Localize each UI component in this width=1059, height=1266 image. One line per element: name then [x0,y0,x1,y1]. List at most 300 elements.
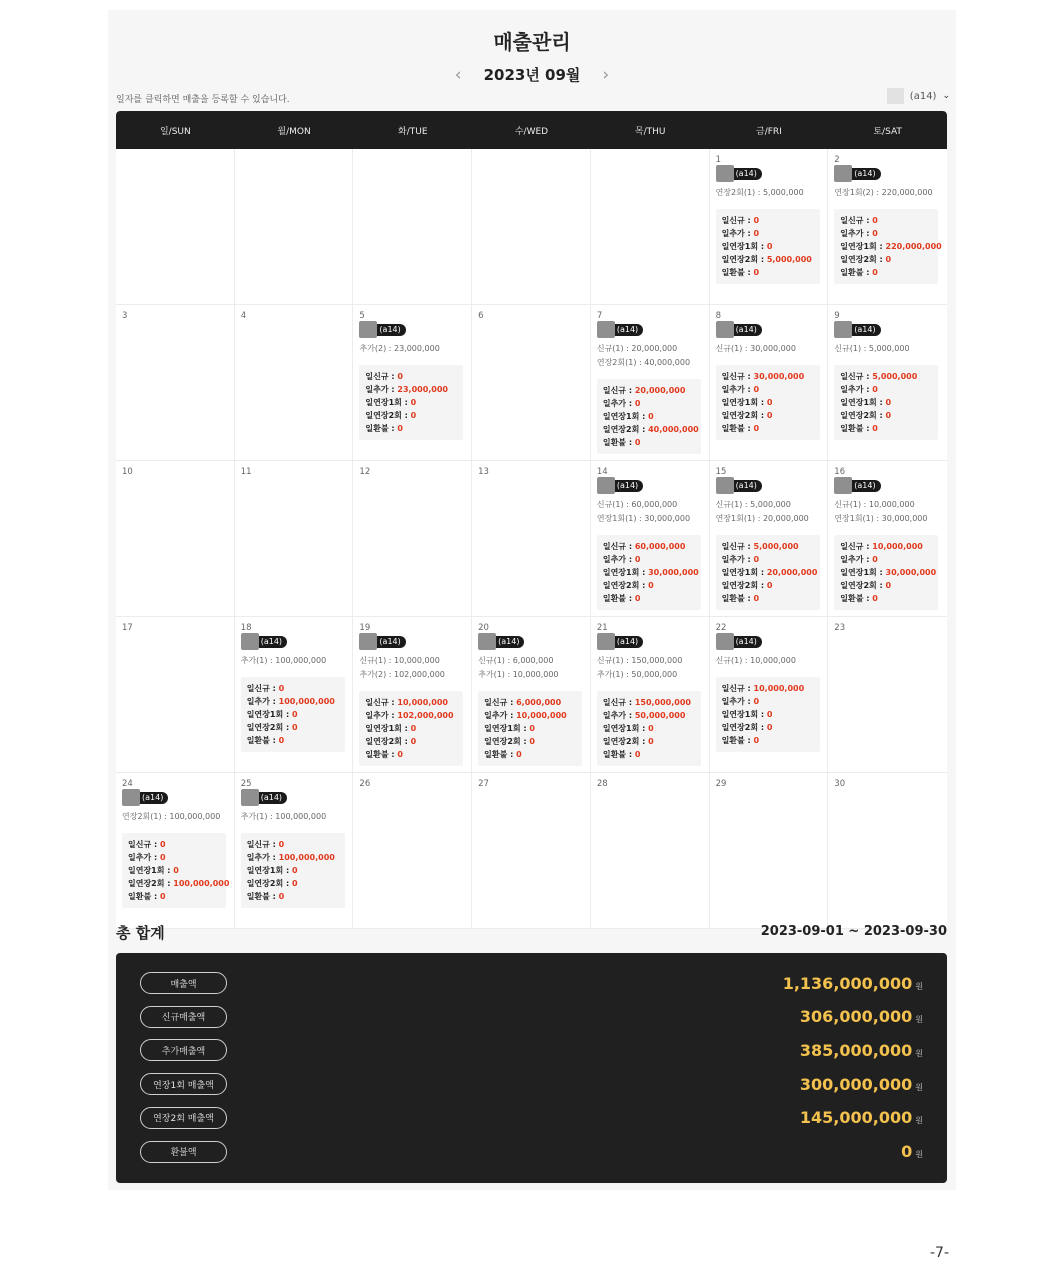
branch-badge [834,324,880,336]
daily-summary-row [603,553,695,566]
daily-summary-value: 5,000,000 [766,254,812,264]
totals-row [140,1038,923,1062]
branch-badge [241,792,287,804]
daily-summary-row [247,695,339,708]
calendar-day-cell[interactable] [591,773,710,929]
daily-summary-value: 0 [753,554,760,564]
calendar-empty-cell [472,149,591,305]
daily-summary-label: 일환불 : [602,593,635,603]
daily-summary-row [484,735,576,748]
sales-entry-line: 연장1회(2) : 220,000,000 [834,187,933,197]
daily-summary-row [365,709,457,722]
daily-summary-value: 0 [872,593,878,603]
daily-summary-value: 0 [753,228,760,238]
daily-summary-row [840,266,932,279]
daily-summary-row [840,370,932,383]
totals-amount [901,1142,923,1161]
sales-entry-line: 연장1회(1) : 30,000,000 [834,513,928,523]
daily-summary-value: 0 [634,749,641,759]
daily-summary-row [128,864,220,877]
daily-summary-label: 일연장2회 : [721,410,767,420]
daily-summary-label: 일연장1회 : [246,865,292,875]
daily-summary-row [603,592,695,605]
branch-badge [716,480,762,492]
daily-summary-value: 0 [885,580,892,590]
daily-summary-box [478,691,582,766]
daily-summary-label: 일환불 : [128,891,160,901]
daily-summary-label: 일환불 : [365,749,398,759]
daily-summary-label: 일연장1회 : [365,723,411,733]
daily-summary-label: 일연장2회 : [128,878,174,888]
daily-summary-value: 0 [766,241,773,251]
daily-summary-value: 0 [872,554,878,564]
daily-summary-label: 일연장2회 : [721,580,767,590]
daily-summary-row [484,722,576,735]
branch-badge [597,636,643,648]
prev-month-chevron-left-icon[interactable]: ‹ [454,64,462,85]
daily-summary-label: 일신규 : [602,697,635,707]
daily-summary-row [365,383,457,396]
branch-badge [122,792,168,804]
daily-summary-label: 일추가 : [246,696,279,706]
daily-summary-label: 일연장2회 : [721,722,767,732]
daily-summary-row [722,266,814,279]
daily-summary-label: 일연장2회 : [246,722,292,732]
daily-summary-label: 일환불 : [365,423,398,433]
totals-amount-unit: 원 [915,1015,923,1025]
daily-summary-row [484,709,576,722]
page-title: 매출관리 [493,30,571,54]
branch-badge-text: (a14) [735,637,757,646]
daily-summary-row [722,721,814,734]
daily-summary-label: 일신규 : [840,541,873,551]
calendar-day-cell[interactable] [353,617,472,773]
daily-summary-row [722,695,814,708]
daily-summary-box [716,535,820,610]
day-number: 17 [122,623,133,633]
daily-summary-value: 10,000,000 [516,710,567,720]
daily-summary-label: 일추가 : [602,710,635,720]
totals-amount-unit: 원 [915,1048,923,1058]
daily-summary-value: 0 [885,397,892,407]
day-number: 10 [122,467,133,477]
daily-summary-value: 0 [766,410,773,420]
daily-summary-label: 일연장1회 : [246,709,292,719]
daily-summary-row [840,396,932,409]
day-number: 29 [715,779,727,789]
calendar-empty-cell [235,149,354,305]
day-number: 28 [596,779,608,789]
chevron-down-icon: ⌄ [942,91,950,101]
daily-summary-row [247,890,339,903]
daily-summary-value: 0 [634,437,641,447]
totals-row [140,1005,923,1029]
daily-summary-value: 0 [410,397,417,407]
daily-summary-label: 일환불 : [721,423,754,433]
weekday-label: 토/SAT [873,126,902,137]
daily-summary-label: 일연장1회 : [721,709,767,719]
branch-badge [716,636,762,648]
branch-select-value: (a14) [909,90,937,102]
calendar-day-cell[interactable] [828,617,947,773]
calendar-day-cell[interactable] [472,461,591,617]
daily-summary-value: 0 [529,723,535,733]
daily-summary-value: 50,000,000 [634,710,686,720]
sales-entry-line: 신규(1) : 150,000,000 [596,655,683,665]
daily-summary-label: 일연장2회 : [840,254,886,264]
daily-summary-label: 일환불 : [840,593,873,603]
daily-summary-row [247,734,339,747]
calendar-empty-cell [591,149,710,305]
daily-summary-value: 30,000,000 [753,371,805,381]
daily-summary-value: 0 [872,423,878,433]
totals-amount-value: 1,136,000,000 [782,973,913,993]
calendar-day-cell[interactable] [710,305,829,461]
weekday-label: 금/FRI [756,126,782,137]
day-number: 5 [359,311,365,321]
daily-summary-label: 일연장2회 : [484,736,530,746]
sales-entry-line: 신규(1) : 20,000,000 [596,343,678,353]
daily-summary-label: 일신규 : [840,215,873,225]
sales-entry-line: 연장1회(1) : 20,000,000 [715,513,809,523]
daily-summary-row [722,579,814,592]
branch-name-mask [716,477,734,494]
totals-amount-unit: 원 [915,1150,923,1159]
day-number: 24 [122,779,133,789]
sales-entry-line: 추가(2) : 23,000,000 [359,343,440,353]
branch-name-mask [122,789,140,806]
branch-badge-text: (a14) [616,637,639,646]
totals-amount-value: 0 [901,1142,913,1161]
totals-category-button[interactable]: 연장1회 매출액 [140,1073,227,1095]
daily-summary-row [128,877,230,890]
sales-entry-line: 연장2회(1) : 5,000,000 [715,187,804,197]
daily-summary-row [247,682,339,695]
branch-name-mask [478,633,496,650]
daily-summary-box [359,691,463,766]
daily-summary-row [840,253,932,266]
calendar-day-cell[interactable] [235,617,354,773]
daily-summary-label: 일추가 : [840,228,873,238]
daily-summary-row [722,240,814,253]
totals-category-button[interactable]: 추가매출액 [140,1039,227,1061]
calendar-empty-cell [116,149,235,305]
calendar-day-cell[interactable] [116,305,235,461]
sales-entry-line: 추가(1) : 100,000,000 [240,655,327,665]
calendar-day-cell[interactable] [591,617,710,773]
daily-summary-row [603,709,695,722]
totals-row [140,1072,923,1096]
daily-summary-box [834,365,938,440]
daily-summary-row [603,384,695,397]
day-number: 2 [834,155,840,165]
totals-amount [800,1041,923,1060]
branch-name-mask [834,477,852,494]
daily-summary-row [722,553,814,566]
daily-summary-value: 0 [278,891,285,901]
calendar-day-cell[interactable] [828,149,947,305]
totals-panel [116,953,947,1183]
calendar-day-cell[interactable] [353,461,472,617]
branch-badge [716,324,762,336]
daily-summary-value: 0 [397,423,403,433]
calendar-day-cell[interactable] [472,773,591,929]
daily-summary-value: 100,000,000 [278,852,335,862]
daily-summary-value: 0 [173,865,179,875]
daily-summary-label: 일연장1회 : [721,397,767,407]
daily-summary-row [840,553,932,566]
daily-summary-label: 일연장1회 : [840,567,886,577]
day-number: 18 [240,623,252,633]
daily-summary-value: 0 [766,709,773,719]
daily-summary-row [603,436,695,449]
daily-summary-label: 일신규 : [721,683,754,693]
daily-summary-label: 일연장1회 : [128,865,174,875]
sales-entry-line: 신규(1) : 10,000,000 [715,655,796,665]
daily-summary-value: 40,000,000 [648,424,699,434]
calendar-day-cell[interactable] [828,461,947,617]
sales-management-panel [108,10,956,1190]
daily-summary-row [603,579,695,592]
sales-entry-line: 신규(1) : 60,000,000 [596,499,678,509]
daily-summary-row [247,708,339,721]
calendar-day-cell[interactable] [235,773,354,929]
branch-select[interactable] [887,88,950,104]
daily-summary-label: 일연장2회 : [365,736,411,746]
calendar-day-cell[interactable] [710,617,829,773]
daily-summary-label: 일연장2회 : [602,736,649,746]
calendar-day-cell[interactable] [710,773,829,929]
totals-category-button[interactable]: 환불액 [140,1141,227,1163]
daily-summary-row [128,838,220,851]
daily-summary-row [840,409,932,422]
daily-summary-box [834,209,942,284]
sales-entry-line: 연장1회(1) : 30,000,000 [596,513,691,523]
branch-name-mask [716,321,734,338]
sales-entry-line: 신규(1) : 6,000,000 [478,655,554,665]
branch-badge-text: (a14) [498,637,520,646]
next-month-chevron-right-icon[interactable]: › [602,64,610,85]
daily-summary-label: 일환불 : [721,593,754,603]
sales-entry-line: 신규(1) : 30,000,000 [715,343,796,353]
calendar-day-cell[interactable] [710,149,829,305]
branch-badge [478,636,524,648]
daily-summary-value: 23,000,000 [397,384,448,394]
daily-summary-value: 0 [410,736,417,746]
daily-summary-value: 0 [159,839,166,849]
calendar-day-cell[interactable] [710,461,829,617]
calendar-day-cell[interactable] [116,773,235,929]
totals-amount [800,1108,923,1127]
daily-summary-label: 일환불 : [246,891,279,901]
daily-summary-row [722,396,814,409]
daily-summary-value: 0 [410,723,417,733]
daily-summary-label: 일신규 : [365,371,398,381]
daily-summary-label: 일신규 : [365,697,398,707]
daily-summary-label: 일추가 : [602,554,635,564]
daily-summary-label: 일연장2회 : [602,424,649,434]
branch-badge [834,480,880,492]
daily-summary-value: 0 [885,410,892,420]
branch-badge-text: (a14) [142,793,164,802]
sales-entry-line: 추가(1) : 100,000,000 [240,811,327,821]
day-number: 21 [596,623,608,633]
branch-badge [359,324,405,336]
sales-entry-line: 연장2회(1) : 100,000,000 [122,811,221,821]
sales-entry-line: 추가(2) : 102,000,000 [359,669,445,679]
daily-summary-label: 일환불 : [246,735,279,745]
branch-badge-text: (a14) [735,169,757,178]
daily-summary-label: 일연장2회 : [840,580,886,590]
daily-summary-box [597,691,701,766]
totals-category-button[interactable]: 매출액 [140,972,227,994]
totals-amount-value: 300,000,000 [799,1074,913,1094]
daily-summary-box [716,365,820,440]
daily-summary-label: 일추가 : [721,696,754,706]
calendar-day-cell[interactable] [235,461,354,617]
daily-summary-label: 일연장1회 : [484,723,530,733]
calendar-day-cell[interactable] [472,617,591,773]
daily-summary-label: 일추가 : [721,228,754,238]
day-number: 13 [478,467,489,477]
daily-summary-row [365,422,457,435]
sales-entry-line: 신규(1) : 5,000,000 [715,499,791,509]
daily-summary-value: 30,000,000 [648,567,699,577]
daily-summary-row [603,735,695,748]
daily-summary-value: 0 [278,839,285,849]
daily-summary-value: 0 [753,423,760,433]
daily-summary-label: 일연장1회 : [721,567,767,577]
daily-summary-label: 일추가 : [484,710,517,720]
daily-summary-box [716,677,820,752]
totals-amount-unit: 원 [915,981,923,991]
daily-summary-label: 일환불 : [840,267,873,277]
day-number: 6 [478,311,484,321]
daily-summary-value: 0 [397,371,403,381]
daily-summary-value: 0 [753,696,760,706]
daily-summary-label: 일신규 : [721,371,754,381]
daily-summary-label: 일연장1회 : [365,397,411,407]
daily-summary-row [247,864,339,877]
daily-summary-box [359,365,463,440]
branch-badge-text: (a14) [260,793,283,802]
daily-summary-box [834,535,938,610]
daily-summary-value: 0 [872,215,878,225]
day-number: 30 [834,779,846,789]
daily-summary-row [722,227,814,240]
calendar-day-cell[interactable] [235,305,354,461]
calendar-day-cell[interactable] [116,617,235,773]
daily-summary-label: 일신규 : [246,839,279,849]
daily-summary-label: 일신규 : [602,541,635,551]
daily-summary-value: 0 [753,735,760,745]
day-number: 1 [715,155,721,165]
daily-summary-label: 일연장1회 : [840,241,886,251]
branch-badge-text: (a14) [260,637,283,646]
calendar-grid [116,149,947,929]
daily-summary-value: 102,000,000 [397,710,454,720]
branch-badge [597,324,643,336]
daily-summary-value: 0 [648,411,654,421]
daily-summary-label: 일연장1회 : [721,241,767,251]
branch-badge-text: (a14) [854,169,876,178]
branch-badge [359,636,405,648]
daily-summary-value: 100,000,000 [173,878,230,888]
daily-summary-value: 5,000,000 [753,541,799,551]
daily-summary-row [840,214,932,227]
daily-summary-label: 일환불 : [840,423,873,433]
calendar-day-cell[interactable] [472,305,591,461]
daily-summary-label: 일환불 : [602,437,635,447]
daily-summary-row [247,877,339,890]
daily-summary-value: 0 [291,709,298,719]
daily-summary-value: 0 [753,267,760,277]
daily-summary-row [365,748,457,761]
branch-badge-text: (a14) [854,481,876,490]
daily-summary-value: 0 [634,554,641,564]
calendar-day-cell[interactable] [353,305,472,461]
daily-summary-box [716,209,820,284]
branch-badge-text: (a14) [735,481,757,490]
daily-summary-label: 일추가 : [840,554,873,564]
calendar-day-cell[interactable] [116,461,235,617]
branch-name-mask [359,633,377,650]
day-number: 9 [834,311,840,321]
daily-summary-row [722,708,814,721]
branch-name-mask [716,165,734,182]
calendar-day-cell[interactable] [591,461,710,617]
daily-summary-value: 0 [753,593,760,603]
calendar-day-cell[interactable] [591,305,710,461]
day-number: 15 [715,467,727,477]
branch-name-mask [597,633,615,650]
day-number: 12 [359,467,371,477]
daily-summary-value: 0 [753,384,760,394]
daily-summary-value: 0 [634,398,641,408]
weekday-label: 목/THU [634,126,666,137]
daily-summary-label: 일추가 : [246,852,279,862]
totals-category-button[interactable]: 신규매출액 [140,1006,227,1028]
calendar-day-cell[interactable] [828,773,947,929]
calendar-hint-text: 일자를 클릭하면 매출을 등록할 수 있습니다. [116,95,290,105]
daily-summary-value: 0 [291,878,298,888]
calendar-day-cell[interactable] [828,305,947,461]
daily-summary-label: 일신규 : [721,541,754,551]
daily-summary-row [365,396,457,409]
daily-summary-row [128,890,220,903]
totals-row [140,1106,923,1130]
daily-summary-box [122,833,230,908]
daily-summary-value: 0 [159,852,166,862]
totals-category-button[interactable]: 연장2회 매출액 [140,1107,227,1129]
day-number: 3 [122,311,128,321]
daily-summary-row [602,423,699,436]
daily-summary-label: 일신규 : [484,697,517,707]
weekday-label: 월/MON [277,126,311,137]
calendar-day-cell[interactable] [353,773,472,929]
branch-name-mask [887,88,904,104]
totals-title: 총 합계 [116,924,165,942]
totals-amount-unit: 원 [915,1082,923,1092]
daily-summary-value: 0 [397,749,403,759]
branch-name-mask [834,165,852,182]
daily-summary-value: 0 [159,891,166,901]
daily-summary-value: 0 [410,410,417,420]
daily-summary-row [128,851,220,864]
daily-summary-value: 0 [648,736,654,746]
page-number: -7- [930,1245,950,1261]
weekday-label: 화/TUE [398,126,428,137]
